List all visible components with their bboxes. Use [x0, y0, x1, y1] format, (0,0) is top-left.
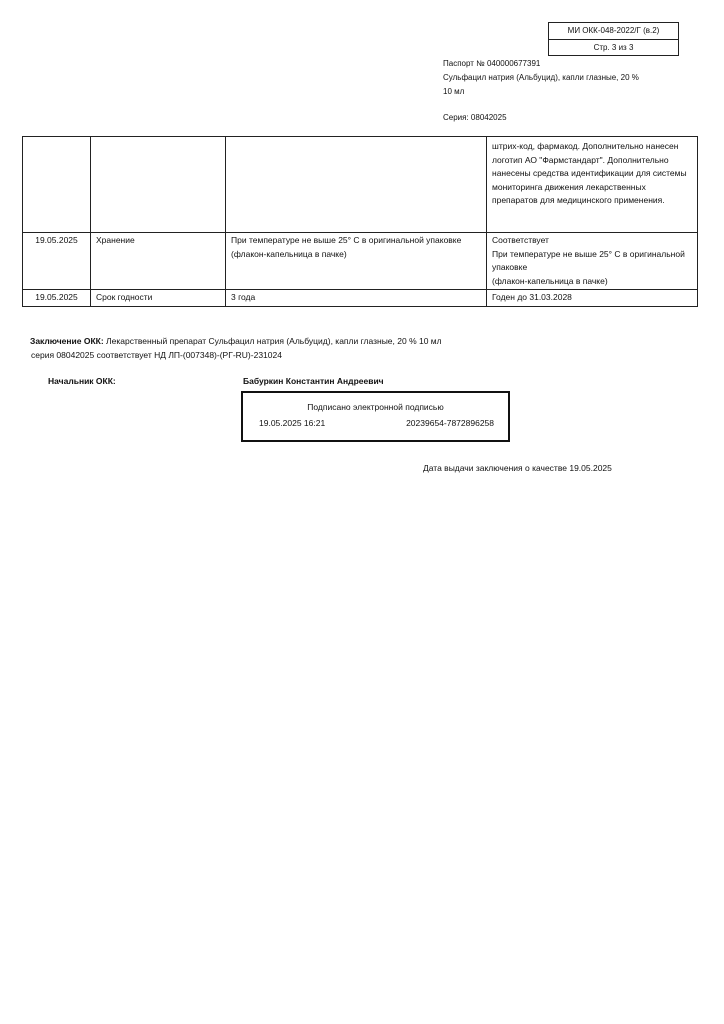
product-name: Сульфацил натрия (Альбуцид), капли глазные, 20 % — [443, 73, 639, 82]
electronic-signature-stamp — [241, 391, 510, 442]
page-number: Стр. 3 из 3 — [549, 39, 678, 55]
result-detail: При температуре не выше 25° С в оригинальной упаковке — [492, 248, 685, 272]
test-date-cell: 19.05.2025 — [23, 233, 91, 290]
conclusion-label: Заключение ОКК: — [30, 336, 104, 346]
conclusion-series-text: серия 08042025 соответствует НД ЛП-(007348)-(РГ-RU)-231024 — [31, 349, 282, 360]
signer-name: Бабуркин Константин Андреевич — [243, 376, 384, 386]
result-cell: Годен до 31.03.2028 — [487, 290, 698, 307]
document-reference-box — [548, 22, 679, 56]
result-cell — [487, 233, 698, 290]
passport-info — [443, 57, 639, 125]
product-volume: 10 мл — [443, 87, 465, 96]
conclusion — [30, 335, 442, 362]
issue-date: Дата выдачи заключения о качестве 19.05.2025 — [423, 463, 612, 473]
parameter-cell: Срок годности — [91, 290, 226, 307]
table-row — [23, 290, 698, 307]
result-detail-packaging: (флакон-капельница в пачке) — [492, 275, 608, 286]
parameter-cell — [91, 137, 226, 233]
signer-role: Начальник ОКК: — [48, 376, 116, 386]
test-date-cell: 19.05.2025 — [23, 290, 91, 307]
requirement-cell — [226, 137, 487, 233]
result-status: Соответствует — [492, 235, 549, 245]
passport-number: Паспорт № 040000677391 — [443, 59, 541, 68]
table-row — [23, 137, 698, 233]
conclusion-text: Лекарственный препарат Сульфацил натрия (Альбуцид), капли глазные, 20 % 10 мл — [103, 336, 442, 346]
stamp-title: Подписано электронной подписью — [307, 402, 444, 412]
requirement-cell: 3 года — [226, 290, 487, 307]
stamp-datetime: 19.05.2025 16:21 — [259, 418, 326, 428]
table-row — [23, 233, 698, 290]
parameter-cell: Хранение — [91, 233, 226, 290]
document-code: МИ ОКК-048-2022/Г (в.2) — [567, 26, 660, 35]
result-cell: штрих-код, фармакод. Дополнительно нанесен логотип АО "Фармстандарт". Дополнительно нанесены средства идентификации для системы мониторинга движения лекарственных препаратов для медицинского применения. — [487, 137, 698, 233]
test-date-cell — [23, 137, 91, 233]
stamp-certificate-code: 20239654-7872896258 — [406, 418, 494, 428]
quality-table — [22, 136, 698, 307]
requirement-cell: При температуре не выше 25° С в оригинальной упаковке (флакон-капельница в пачке) — [226, 233, 487, 290]
series-number: Серия: 08042025 — [443, 113, 507, 122]
